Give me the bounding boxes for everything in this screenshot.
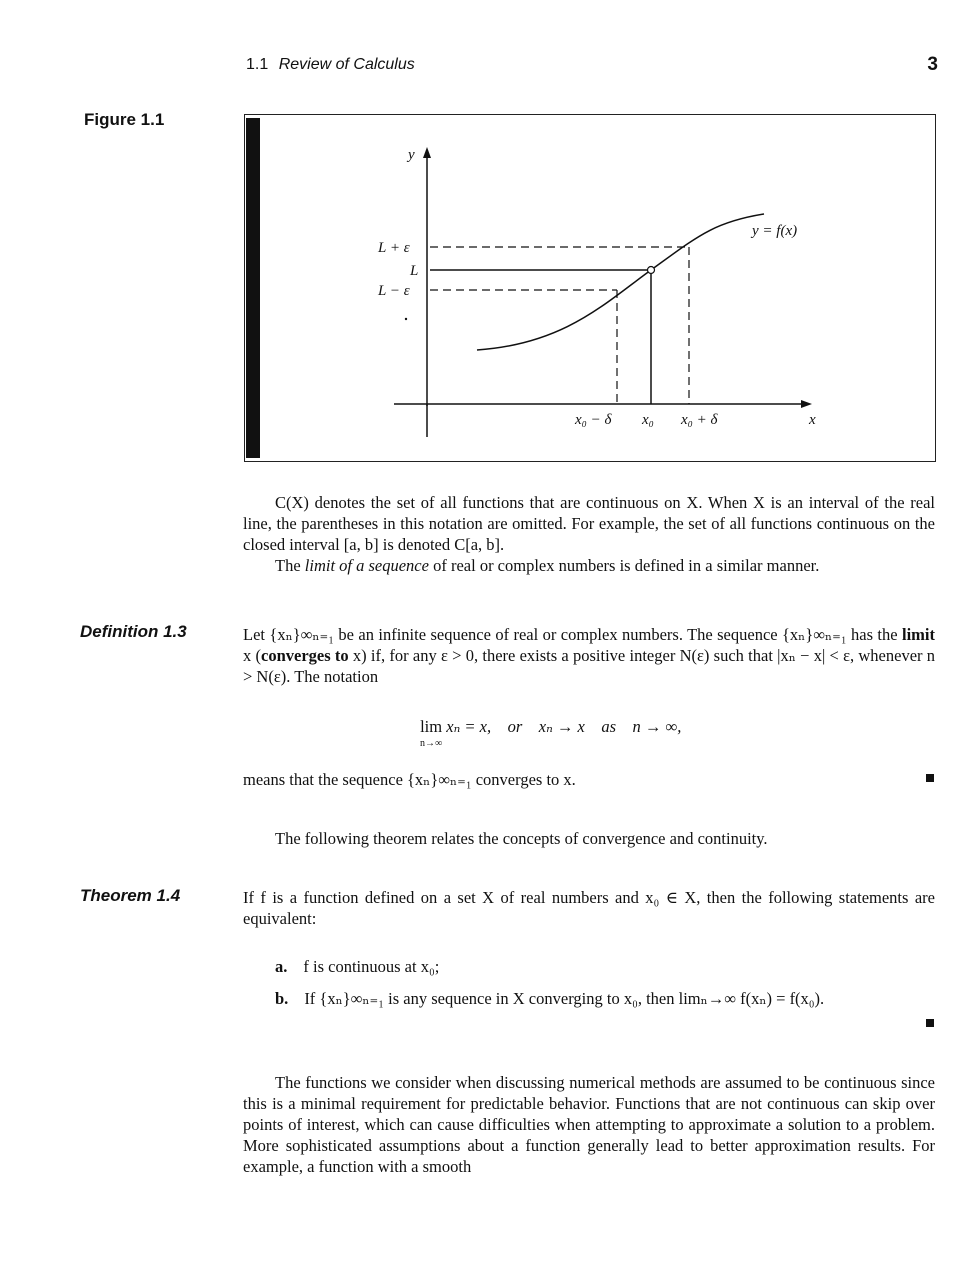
theorem-item-b: b. If {xₙ}∞ₙ₌₁ is any sequence in X converging to x₀, then limₙ→∞ f(xₙ) = f(x₀). [275, 989, 825, 1008]
function-curve [477, 214, 764, 350]
open-point [648, 267, 655, 274]
definition-after: means that the sequence {xₙ}∞ₙ₌₁ converges to x. [243, 770, 576, 789]
theorem-item-a: a. f is continuous at x₀; [275, 957, 440, 976]
stray-dot [405, 318, 407, 320]
x-axis-label: x [809, 412, 816, 428]
intro-paragraph-1: C(X) denotes the set of all functions that are continuous on X. When X is an interval of the real line, the parentheses in this notation are omitted. For example, the set of all functions continuous on the closed interval [a, b] is denoted C[a, b]. [243, 493, 935, 554]
tick-x0-minus-delta: x₀ − δ [575, 412, 612, 428]
bridge-text: The following theorem relates the concepts of convergence and continuity. [275, 829, 768, 848]
section-number: 1.1 [246, 56, 269, 73]
intro-paragraph-2: The limit of a sequence of real or complex numbers is defined in a similar manner. [275, 556, 820, 575]
definition-text: Let {xₙ}∞ₙ₌₁ be an infinite sequence of real or complex numbers. The sequence {xₙ}∞ₙ₌₁ has the limit x (converges to x) if, for any ε > 0, there exists a positive integer N(ε) such that |xₙ − x| < ε, whenever n > N(ε). The notation [243, 625, 936, 686]
y-axis-arrow [423, 147, 431, 158]
curve-label: y = f(x) [752, 223, 798, 239]
limit-equation: lim $^{n\to\infty}$ xₙ = x, or xₙ → x as n → ∞, [420, 717, 682, 749]
theorem-text: If f is a function defined on a set X of real numbers and x₀ ∈ X, then the following statements are equivalent: [243, 888, 935, 928]
limit-diagram [244, 114, 936, 462]
tick-L-minus-eps: L − ε [378, 283, 410, 299]
intro-text [243, 492, 935, 576]
page-number: 3 [927, 54, 938, 75]
tick-x0: x₀ [642, 412, 654, 428]
definition-label: Definition 1.3 [80, 622, 187, 641]
running-header [246, 56, 415, 74]
tick-x0-plus-delta: x₀ + δ [681, 412, 718, 428]
x-axis-arrow [801, 400, 812, 408]
qed-mark-definition [926, 774, 934, 782]
section-title: Review of Calculus [278, 56, 415, 73]
definition-body [243, 624, 935, 687]
tick-L: L [410, 263, 419, 279]
qed-mark-theorem [926, 1019, 934, 1027]
closing-paragraph: The functions we consider when discussing numerical methods are assumed to be continuous since this is a minimal requirement for predictable behavior. Functions that are not continuous can skip over points of interest, which can cause difficulties when attempting to approximate a solution to a problem. More sophisticated assumptions about a function generally lead to better approximation results. For example, a function with a smooth [243, 1073, 935, 1176]
y-axis-label: y [408, 147, 415, 163]
theorem-label: Theorem 1.4 [80, 886, 181, 905]
tick-L-plus-eps: L + ε [378, 240, 410, 256]
figure-label: Figure 1.1 [84, 110, 165, 129]
